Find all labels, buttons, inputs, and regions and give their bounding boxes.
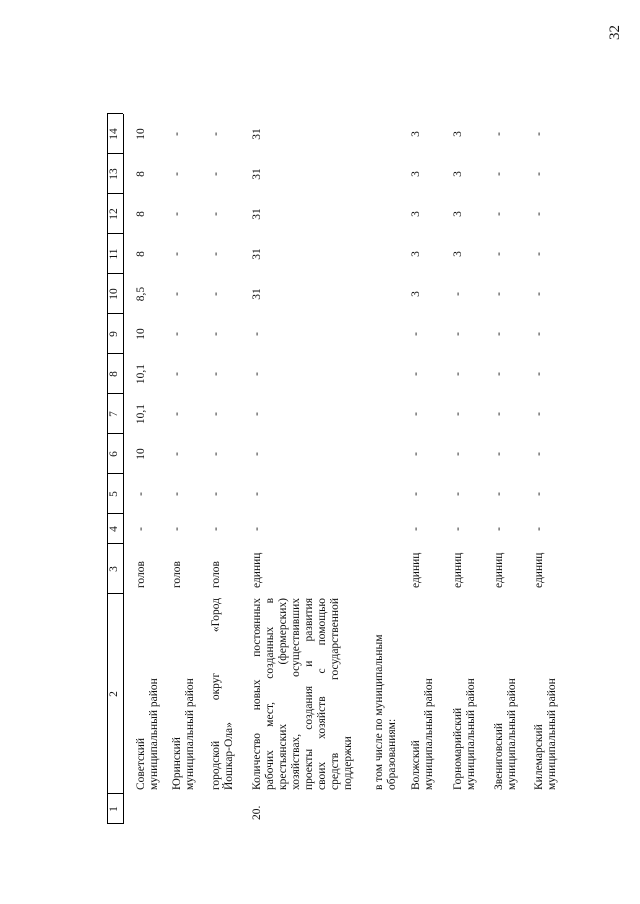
value-cell: - bbox=[210, 332, 222, 336]
value-cell: - bbox=[493, 292, 505, 296]
value-cell: - bbox=[210, 452, 222, 456]
value-cell: - bbox=[493, 252, 505, 256]
value-cell: 8,5 bbox=[135, 286, 147, 302]
value-cell: 31 bbox=[251, 288, 263, 300]
value-cell: 31 bbox=[251, 128, 263, 140]
value-cell: 10,1 bbox=[135, 363, 147, 385]
value-cell: - bbox=[410, 372, 422, 376]
value-cell: - bbox=[410, 332, 422, 336]
row-label bbox=[452, 598, 478, 790]
value-cell: - bbox=[210, 527, 222, 531]
page-number: 32 bbox=[607, 25, 623, 40]
header-bottom-rule bbox=[123, 114, 124, 824]
value-cell: - bbox=[171, 172, 183, 176]
value-cell: - bbox=[210, 372, 222, 376]
row-label-line: Количество новых постоянных bbox=[251, 598, 263, 790]
value-cell: - bbox=[210, 252, 222, 256]
row-label bbox=[373, 598, 399, 790]
value-cell: 31 bbox=[251, 168, 263, 180]
row-label-line: муниципальный район bbox=[148, 678, 160, 790]
unit-cell: единиц bbox=[533, 552, 545, 588]
unit-cell: голов bbox=[210, 561, 222, 588]
value-cell: - bbox=[452, 332, 464, 336]
value-cell: - bbox=[410, 492, 422, 496]
value-cell: - bbox=[452, 412, 464, 416]
row-label-line: Йошкар-Ола» bbox=[223, 722, 235, 790]
value-cell: - bbox=[410, 452, 422, 456]
value-cell: 3 bbox=[410, 211, 422, 217]
value-cell: - bbox=[493, 332, 505, 336]
row-label-line: рабочих мест, созданных в bbox=[264, 598, 276, 790]
unit-cell: голов bbox=[171, 561, 183, 588]
value-cell: - bbox=[452, 492, 464, 496]
row-label-line: Звениговский bbox=[493, 722, 505, 790]
row-label-line: Волжский bbox=[410, 740, 422, 790]
unit-cell: голов bbox=[135, 561, 147, 588]
row-label bbox=[171, 598, 197, 790]
value-cell: - bbox=[533, 527, 545, 531]
value-cell: - bbox=[533, 252, 545, 256]
value-cell: - bbox=[533, 292, 545, 296]
value-cell: 3 bbox=[410, 251, 422, 257]
column-number: 3 bbox=[108, 566, 120, 572]
value-cell: - bbox=[533, 172, 545, 176]
value-cell: - bbox=[493, 452, 505, 456]
row-label-line: городской округ «Город bbox=[210, 598, 222, 790]
value-cell: - bbox=[493, 172, 505, 176]
value-cell: - bbox=[493, 527, 505, 531]
value-cell: - bbox=[533, 492, 545, 496]
value-cell: - bbox=[251, 412, 263, 416]
value-cell: 10 bbox=[135, 448, 147, 460]
value-cell: - bbox=[210, 292, 222, 296]
row-label-line: крестьянских (фермерских) bbox=[277, 598, 289, 790]
value-cell: - bbox=[533, 412, 545, 416]
value-cell: 3 bbox=[410, 291, 422, 297]
value-cell: - bbox=[135, 527, 147, 531]
value-cell: - bbox=[171, 252, 183, 256]
value-cell: - bbox=[171, 212, 183, 216]
value-cell: 10 bbox=[135, 128, 147, 140]
value-cell: - bbox=[533, 212, 545, 216]
row-number: 20. bbox=[251, 805, 263, 820]
row-label-line: хозяйствах, осуществивших bbox=[290, 598, 302, 790]
column-number: 5 bbox=[108, 491, 120, 497]
value-cell: 8 bbox=[135, 211, 147, 217]
value-cell: - bbox=[171, 332, 183, 336]
value-cell: - bbox=[251, 372, 263, 376]
column-number: 6 bbox=[108, 451, 120, 457]
row-label-line: Килемарский bbox=[533, 724, 545, 790]
value-cell: - bbox=[251, 527, 263, 531]
column-number: 13 bbox=[108, 168, 120, 180]
row-label-line: средств государственной bbox=[329, 598, 341, 790]
column-number: 12 bbox=[108, 208, 120, 220]
row-label-line: Советский bbox=[135, 737, 147, 790]
value-cell: - bbox=[533, 332, 545, 336]
value-cell: - bbox=[251, 492, 263, 496]
column-number: 14 bbox=[108, 128, 120, 140]
column-number: 4 bbox=[108, 526, 120, 532]
column-number: 2 bbox=[108, 691, 120, 697]
unit-cell: единиц bbox=[452, 552, 464, 588]
row-label-line: Горномарийский bbox=[452, 707, 464, 790]
column-number: 11 bbox=[108, 248, 120, 260]
row-label-line: Юринский bbox=[171, 737, 183, 790]
row-label bbox=[135, 598, 161, 790]
value-cell: - bbox=[410, 527, 422, 531]
value-cell: - bbox=[171, 452, 183, 456]
column-number: 9 bbox=[108, 331, 120, 337]
value-cell: - bbox=[171, 292, 183, 296]
value-cell: - bbox=[135, 492, 147, 496]
row-label bbox=[210, 598, 236, 790]
value-cell: - bbox=[251, 452, 263, 456]
row-label-line: муниципальный район bbox=[506, 678, 518, 790]
value-cell: - bbox=[493, 492, 505, 496]
value-cell: - bbox=[452, 372, 464, 376]
row-label-line: поддержки bbox=[342, 736, 354, 790]
value-cell: 3 bbox=[452, 251, 464, 257]
value-cell: - bbox=[493, 412, 505, 416]
value-cell: - bbox=[251, 332, 263, 336]
unit-cell: единиц bbox=[410, 552, 422, 588]
unit-cell: единиц bbox=[493, 552, 505, 588]
value-cell: 3 bbox=[452, 171, 464, 177]
value-cell: - bbox=[210, 212, 222, 216]
row-label-line: муниципальный район bbox=[184, 678, 196, 790]
value-cell: - bbox=[171, 412, 183, 416]
column-number: 8 bbox=[108, 371, 120, 377]
value-cell: - bbox=[210, 132, 222, 136]
value-cell: 3 bbox=[452, 211, 464, 217]
value-cell: 3 bbox=[452, 131, 464, 137]
value-cell: - bbox=[493, 132, 505, 136]
value-cell: - bbox=[210, 492, 222, 496]
value-cell: - bbox=[171, 132, 183, 136]
value-cell: - bbox=[410, 412, 422, 416]
value-cell: 3 bbox=[410, 171, 422, 177]
value-cell: - bbox=[171, 492, 183, 496]
value-cell: - bbox=[452, 452, 464, 456]
value-cell: 8 bbox=[135, 171, 147, 177]
row-label-line: проекты создания и развития bbox=[303, 598, 315, 790]
row-label-line: своих хозяйств с помощью bbox=[316, 598, 328, 790]
column-number: 10 bbox=[108, 288, 120, 300]
value-cell: - bbox=[171, 527, 183, 531]
value-cell: 31 bbox=[251, 208, 263, 220]
value-cell: - bbox=[452, 527, 464, 531]
value-cell: - bbox=[171, 372, 183, 376]
value-cell: 10,1 bbox=[135, 403, 147, 425]
value-cell: 8 bbox=[135, 251, 147, 257]
unit-cell: единиц bbox=[251, 552, 263, 588]
row-label bbox=[251, 598, 355, 790]
value-cell: - bbox=[452, 292, 464, 296]
value-cell: - bbox=[533, 452, 545, 456]
column-number: 1 bbox=[108, 806, 120, 812]
column-number: 7 bbox=[108, 411, 120, 417]
row-label-line: муниципальный район bbox=[465, 678, 477, 790]
row-label-line: в том числе по муниципальным bbox=[373, 634, 385, 790]
value-cell: - bbox=[493, 372, 505, 376]
row-label bbox=[493, 598, 519, 790]
value-cell: - bbox=[210, 172, 222, 176]
row-label bbox=[410, 598, 436, 790]
value-cell: 10 bbox=[135, 328, 147, 340]
value-cell: - bbox=[533, 372, 545, 376]
row-label-line: муниципальный район bbox=[546, 678, 558, 790]
value-cell: - bbox=[493, 212, 505, 216]
value-cell: 3 bbox=[410, 131, 422, 137]
value-cell: - bbox=[210, 412, 222, 416]
row-label bbox=[533, 598, 559, 790]
row-label-line: образованиям: bbox=[386, 718, 398, 790]
value-cell: - bbox=[533, 132, 545, 136]
row-label-line: муниципальный район bbox=[423, 678, 435, 790]
value-cell: 31 bbox=[251, 248, 263, 260]
